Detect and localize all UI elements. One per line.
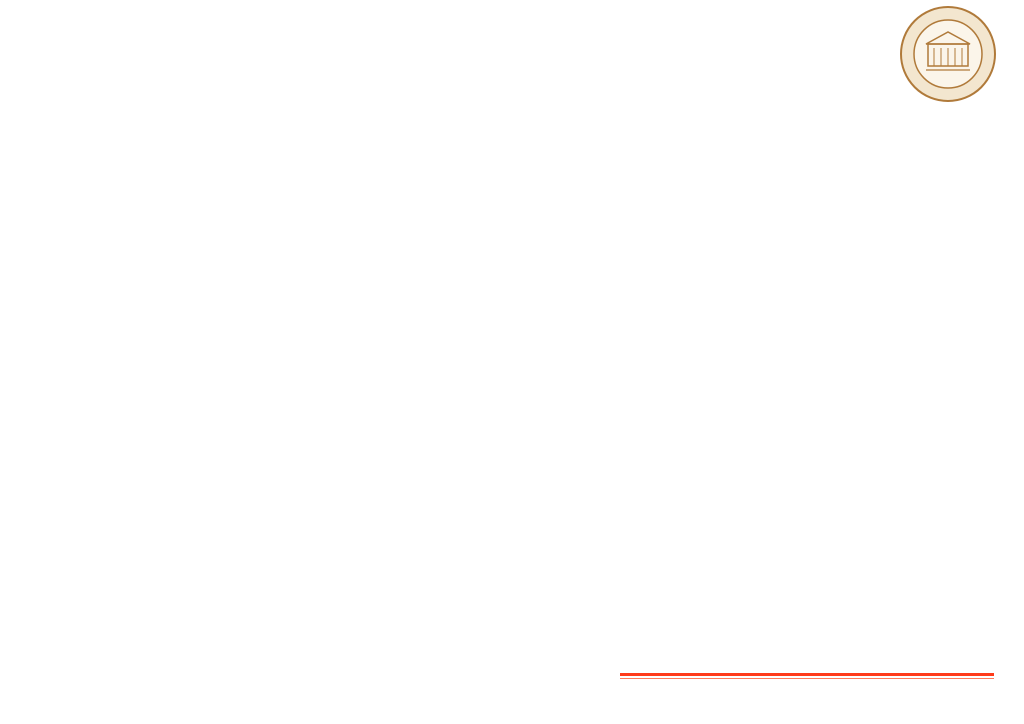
footer-line-thin xyxy=(620,678,994,679)
university-seal-icon xyxy=(898,4,998,104)
transfer-layer-diagrams xyxy=(0,390,1024,620)
footer-line xyxy=(620,673,994,676)
